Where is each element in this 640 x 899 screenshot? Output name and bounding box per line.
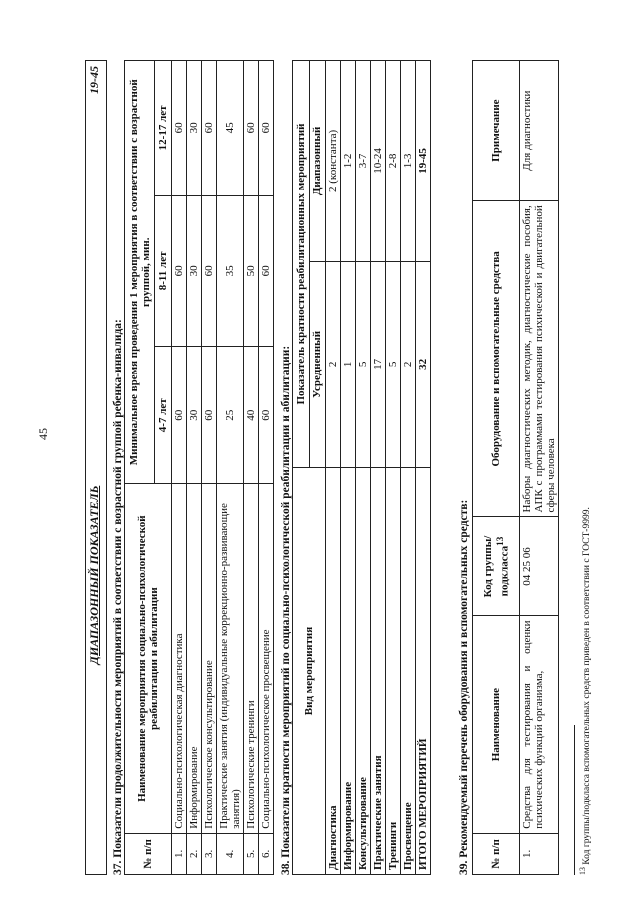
- row-name: Практические занятия (индивидуальные коррекционно-развивающие занятия): [217, 484, 244, 833]
- col-code-header: [473, 517, 520, 616]
- total-name: ИТОГО МЕРОПРИЯТИЙ: [416, 468, 431, 875]
- row-name: Информирование: [341, 468, 356, 875]
- table-row: [401, 61, 416, 875]
- row-value: 30: [187, 61, 202, 196]
- footnote-ref: 13: [494, 536, 505, 546]
- footnote-mark: 13: [578, 867, 587, 875]
- row-avg: 2: [401, 261, 416, 467]
- row-value: 60: [202, 347, 217, 485]
- frequency-table: [292, 60, 431, 875]
- footnote-separator: [574, 725, 575, 875]
- table-header-row: [473, 61, 520, 875]
- col-num-header: № п/п: [473, 833, 520, 874]
- col-num-header: № п/п: [125, 833, 172, 874]
- row-value: 60: [259, 61, 274, 196]
- row-name: Тренинги: [386, 468, 401, 875]
- table-row: [341, 61, 356, 875]
- row-name: Просвещение: [401, 468, 416, 875]
- col-note-header: Примечание: [473, 61, 520, 201]
- diapason-header: [85, 60, 105, 875]
- footnote: [578, 60, 592, 875]
- table-header-row: [125, 61, 155, 875]
- row-num: 4.: [217, 833, 244, 874]
- col-rate-header: Показатель кратности реабилитационных мероприятий: [293, 61, 310, 468]
- duration-table: [124, 60, 274, 875]
- row-value: 60: [172, 347, 187, 485]
- row-avg: 5: [386, 261, 401, 467]
- row-name: Консультирование: [356, 468, 371, 875]
- col-kind-header: Вид мероприятия: [293, 468, 326, 875]
- age-header: 4-7 лет: [155, 347, 172, 485]
- row-value: 25: [217, 347, 244, 485]
- row-name: Диагностика: [326, 468, 341, 875]
- row-note: Для диагностики: [520, 61, 559, 201]
- row-num: 5.: [244, 833, 259, 874]
- table-row: [187, 61, 202, 875]
- age-header: 12-17 лет: [155, 61, 172, 196]
- table-header-row: [293, 61, 310, 875]
- row-value: 60: [202, 61, 217, 196]
- col-name-header: Наименование: [473, 616, 520, 833]
- col-range-header: Диапазонный: [309, 61, 326, 262]
- section-39-title: 39. Рекомендуемый перечень оборудования и вспомогательных средств:: [458, 499, 470, 875]
- table-row: [202, 61, 217, 875]
- row-avg: 17: [371, 261, 386, 467]
- row-name: Социально-психологическая диагностика: [172, 484, 187, 833]
- row-value: 30: [187, 195, 202, 346]
- table-row: [244, 61, 259, 875]
- row-range: 1-3: [401, 61, 416, 262]
- row-num: 1.: [172, 833, 187, 874]
- row-name: Средства для тестирования и оценки психических функций организма,: [520, 616, 559, 833]
- row-name: Информирование: [187, 484, 202, 833]
- row-num: 6.: [259, 833, 274, 874]
- row-value: 60: [259, 195, 274, 346]
- row-range: 10-24: [371, 61, 386, 262]
- section-37-title: 37. Показатели продолжительности мероприятий в соответствии с возрастной группой ребенка-инвалида:: [112, 319, 124, 875]
- table-row: [326, 61, 341, 875]
- row-range: 3-7: [356, 61, 371, 262]
- row-value: 35: [217, 195, 244, 346]
- row-name: Психологические тренинги: [244, 484, 259, 833]
- row-num: 1.: [520, 833, 559, 874]
- table-row: [259, 61, 274, 875]
- row-avg: 5: [356, 261, 371, 467]
- row-value: 60: [244, 61, 259, 196]
- row-range: 2-8: [386, 61, 401, 262]
- table-row: [386, 61, 401, 875]
- row-avg: 2: [326, 261, 341, 467]
- col-time-header: Минимальное время проведения 1 мероприятия в соответствии с возрастной группой, мин.: [125, 61, 155, 485]
- col-code-header-text: Код группы/подкласса: [481, 535, 511, 598]
- row-value: 45: [217, 61, 244, 196]
- diapason-value: 19-45: [87, 66, 101, 94]
- page-number: 45: [36, 428, 50, 440]
- row-name: Психологическое консультирование: [202, 484, 217, 833]
- row-range: 2 (константа): [326, 61, 341, 262]
- table-row: [172, 61, 187, 875]
- row-value: 50: [244, 195, 259, 346]
- total-row: [416, 61, 431, 875]
- row-name: Практические занятия: [371, 468, 386, 875]
- footnote-text: Код группы/подкласса вспомогательных средств приведен в соответствии с ГОСТ-9999.: [582, 507, 593, 865]
- row-code: 04 25 06: [520, 517, 559, 616]
- row-value: 40: [244, 347, 259, 485]
- row-range: 1-2: [341, 61, 356, 262]
- section-38-title: 38. Показатели кратности мероприятий по социально-психологической реабилитации и абилитации:: [280, 345, 292, 875]
- total-range: 19-45: [416, 61, 431, 262]
- row-num: 3.: [202, 833, 217, 874]
- table-row: [356, 61, 371, 875]
- diapason-label: ДИАПАЗОННЫЙ ПОКАЗАТЕЛЬ: [87, 485, 101, 665]
- table-row: [520, 61, 559, 875]
- col-name-header: Наименование мероприятия социально-психологической реабилитации и абилитации: [125, 484, 172, 833]
- row-value: 60: [202, 195, 217, 346]
- total-avg: 32: [416, 261, 431, 467]
- col-equip-header: Оборудование и вспомогательные средства: [473, 201, 520, 517]
- row-num: 2.: [187, 833, 202, 874]
- row-name: Социально-психологическое просвещение: [259, 484, 274, 833]
- row-value: 60: [259, 347, 274, 485]
- row-equipment: Наборы диагностических методик, диагностические пособия, АПК с программами тестирования психической и двигательной сферы человека: [520, 201, 559, 517]
- row-value: 30: [187, 347, 202, 485]
- rotated-page-content: [0, 40, 620, 899]
- equipment-table: [472, 60, 559, 875]
- table-row: [371, 61, 386, 875]
- col-avg-header: Усредненный: [309, 261, 326, 467]
- age-header: 8-11 лет: [155, 195, 172, 346]
- row-value: 60: [172, 61, 187, 196]
- row-value: 60: [172, 195, 187, 346]
- table-row: [217, 61, 244, 875]
- row-avg: 1: [341, 261, 356, 467]
